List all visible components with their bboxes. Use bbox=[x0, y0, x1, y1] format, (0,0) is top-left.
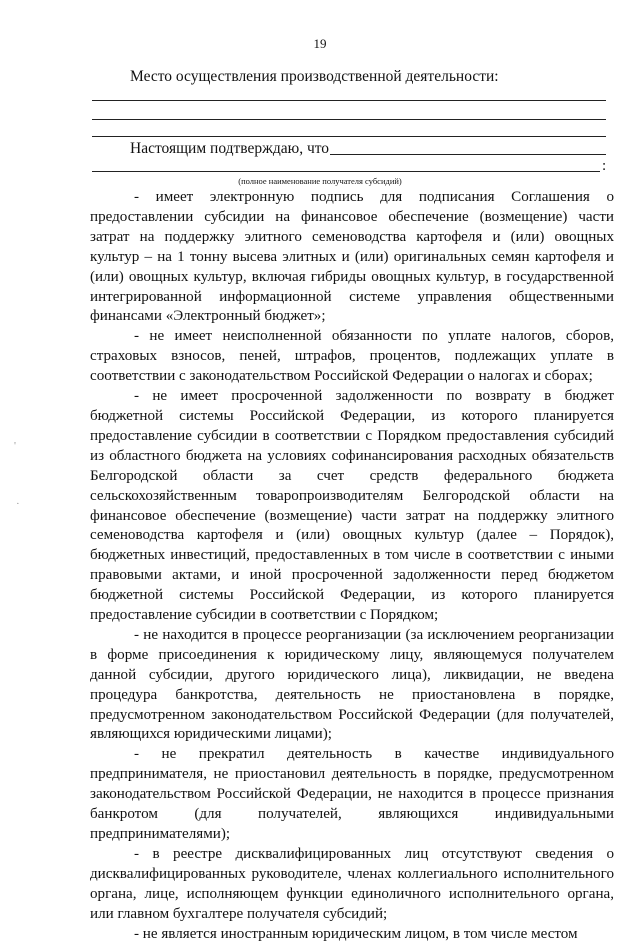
paragraph-disqualified-persons: - в реестре дисквалифицированных лиц отсутствуют сведения о дисквалифицированных руководителе, членах коллегиального исполнительного органа, лице, исполняющем функции единоличного исполнительного органа, или главном бухгалтере получателя субсидий; bbox=[90, 845, 614, 922]
colon-mark: : bbox=[602, 158, 607, 174]
scan-speck-1: ' bbox=[14, 440, 16, 452]
paragraph-no-tax-debt: - не имеет неисполненной обязанности по уплате налогов, сборов, страховых взносов, пеней, штрафов, процентов, подлежащих уплате в соответствии с законодательством Российской Федерации о налогах и сборах; bbox=[90, 328, 614, 385]
fill-line-3 bbox=[92, 136, 606, 137]
body-text bbox=[90, 188, 614, 944]
confirm-label: Настоящим подтверждаю, что bbox=[130, 140, 330, 157]
paragraph-electronic-signature: - имеет электронную подпись для подписания Соглашения о предоставлении субсидии на финансовое обеспечение (возмещение) части затрат на поддержку элитного семеноводства картофеля и (или) овощных культур – на 1 тонну высева элитных и (или) оригинальных семян картофеля и (или) овощных культур, включая гибриды овощных культур, в государственной интегрированной информационной системе управления общественными финансами «Электронный бюджет»; bbox=[90, 189, 614, 325]
paragraph-no-reorganization: - не находится в процессе реорганизации (за исключением реорганизации в форме присоединения к юридическому лицу, являющемуся получателем данной субсидии, другого юридического лица), ликвидации, не введена процедура банкротства, деятельность не приостановлена в порядке, предусмотренном законодательством Российской Федерации (для получателей, являющихся юридическими лицами); bbox=[90, 626, 614, 743]
recipient-name-line-2 bbox=[92, 171, 600, 172]
page-number: 19 bbox=[313, 36, 327, 51]
scan-speck-2: · bbox=[16, 498, 20, 510]
paragraph-no-overdue-debt: - не имеет просроченной задолженности по возврату в бюджет бюджетной системы Российской Федерации, из которого планируется предоставление субсидии в соответствии с Порядком предоставления субсидий из областного бюджета на условиях софинансирования расходных обязательств Белгородской области за счет средств федерального бюджета сельскохозяйственным товаропроизводителям Белгородской области на финансовое обеспечение (возмещение) части затрат на поддержку элитного семеноводства картофеля и (или) овощных культур (далее – Порядок), бюджетных инвестиций, предоставленных в том числе в соответствии с иными правовыми актами, и иной просроченной задолженности перед бюджетом бюджетной системы Российской Федерации, из которого планируется предоставление субсидии в соответствии с Порядком; bbox=[90, 388, 614, 624]
paragraph-individual-entrepreneur: - не прекратил деятельность в качестве индивидуального предпринимателя, не приостановил деятельность в порядке, предусмотренном законодательством Российской Федерации, не находится в процессе признания банкротом (для получателей, являющихся индивидуальными предпринимателями); bbox=[90, 746, 614, 842]
recipient-name-line bbox=[330, 154, 606, 155]
fill-line-2 bbox=[92, 119, 606, 120]
place-of-activity-label: Место осуществления производственной деятельности: bbox=[130, 68, 499, 85]
paragraph-not-foreign-entity: - не является иностранным юридическим лицом, в том числе местом bbox=[134, 925, 578, 942]
recipient-name-caption: (полное наименование получателя субсидий) bbox=[238, 176, 402, 186]
fill-line-1 bbox=[92, 100, 606, 101]
